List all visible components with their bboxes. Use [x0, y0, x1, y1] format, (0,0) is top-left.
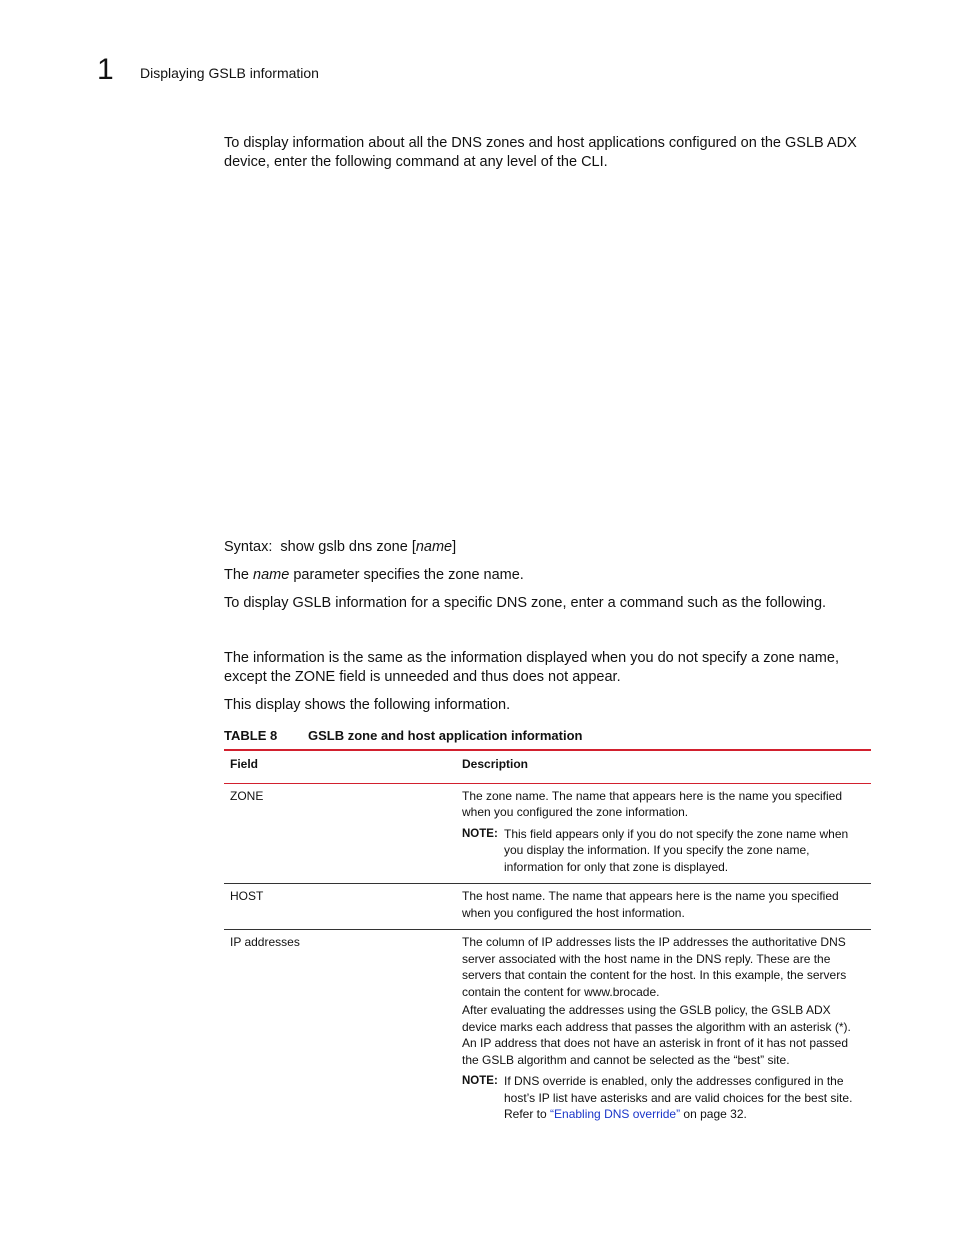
note-text: This field appears only if you do not specify the zone name when you display the information. If you specify the zone name, information for only that zone is displayed.	[504, 826, 849, 874]
name-param-italic: name	[253, 567, 290, 583]
intro-paragraph	[224, 134, 874, 172]
note-label: NOTE:	[462, 1075, 498, 1087]
enabling-dns-override-link[interactable]: “Enabling DNS override”	[550, 1107, 681, 1121]
specific-zone-paragraph: To display GSLB information for a specific DNS zone, enter a command such as the following.	[224, 595, 827, 611]
syntax-param: name	[415, 539, 453, 555]
description-text: The zone name. The name that appears here is the name you specified when you configured the zone information.	[462, 788, 843, 819]
syntax-line	[224, 538, 874, 557]
same-info-line-1: The information is the same as the information displayed when you do not specify a zone name,	[224, 650, 839, 666]
note	[462, 1073, 865, 1123]
syntax-command: show gslb dns zone	[280, 539, 408, 555]
field-cell: HOST	[224, 884, 456, 930]
description-cell	[456, 930, 871, 1131]
table-row	[224, 884, 871, 930]
same-info-paragraph	[224, 649, 874, 687]
chapter-title: Displaying GSLB information	[140, 65, 319, 81]
syntax-label: Syntax:	[224, 539, 273, 555]
intro-line-1: To display information about all the DNS zones and host applications configured on the GSLB ADX	[224, 135, 857, 151]
name-param-paragraph	[224, 566, 874, 585]
field-cell: ZONE	[224, 783, 456, 884]
table-header-row	[224, 750, 871, 783]
same-info-line-2: except the ZONE field is unneeded and thus does not appear.	[224, 669, 621, 685]
note	[462, 826, 865, 876]
name-param-post: parameter specifies the zone name.	[289, 567, 524, 583]
header-description: Description	[456, 750, 871, 783]
syntax-close-bracket: ]	[452, 539, 457, 555]
description-text: After evaluating the addresses using the GSLB policy, the GSLB ADX device marks each address that passes the algorithm with an asterisk (*). An IP address that does not have an asterisk in front of it has not passed the GSLB algorithm and cannot be selected as the “best” site.	[462, 1003, 851, 1067]
syntax-open-bracket: [	[411, 539, 416, 555]
description-text: The host name. The name that appears here is the name you specified when you configured the host information.	[462, 889, 839, 920]
note-text-post: on page 32.	[680, 1107, 747, 1121]
table-number: TABLE 8	[224, 728, 278, 743]
note-text	[504, 1073, 865, 1123]
display-shows-paragraph: This display shows the following information.	[224, 697, 511, 713]
table-row	[224, 930, 871, 1131]
header-field: Field	[224, 750, 456, 783]
description-cell	[456, 884, 871, 930]
chapter-number: 1	[97, 53, 114, 86]
field-cell: IP addresses	[230, 935, 300, 949]
description-text: The column of IP addresses lists the IP addresses the authoritative DNS server associated with the host name in the DNS reply. These are the servers that contain the content for the host. In this example, the servers contain the content for www.brocade.	[462, 935, 847, 999]
table-title: GSLB zone and host application information	[308, 728, 583, 743]
note-label: NOTE:	[462, 827, 498, 840]
description-cell	[456, 783, 871, 884]
name-param-pre: The	[224, 567, 254, 583]
info-table	[224, 749, 871, 1131]
table-row	[224, 783, 871, 884]
note-text-pre: If DNS override is enabled, only the addresses configured in the host’s IP list have asterisks and are valid choices for the best site. Refer to	[504, 1074, 853, 1121]
intro-line-2: device, enter the following command at any level of the CLI.	[224, 154, 608, 170]
table-caption	[224, 728, 582, 743]
